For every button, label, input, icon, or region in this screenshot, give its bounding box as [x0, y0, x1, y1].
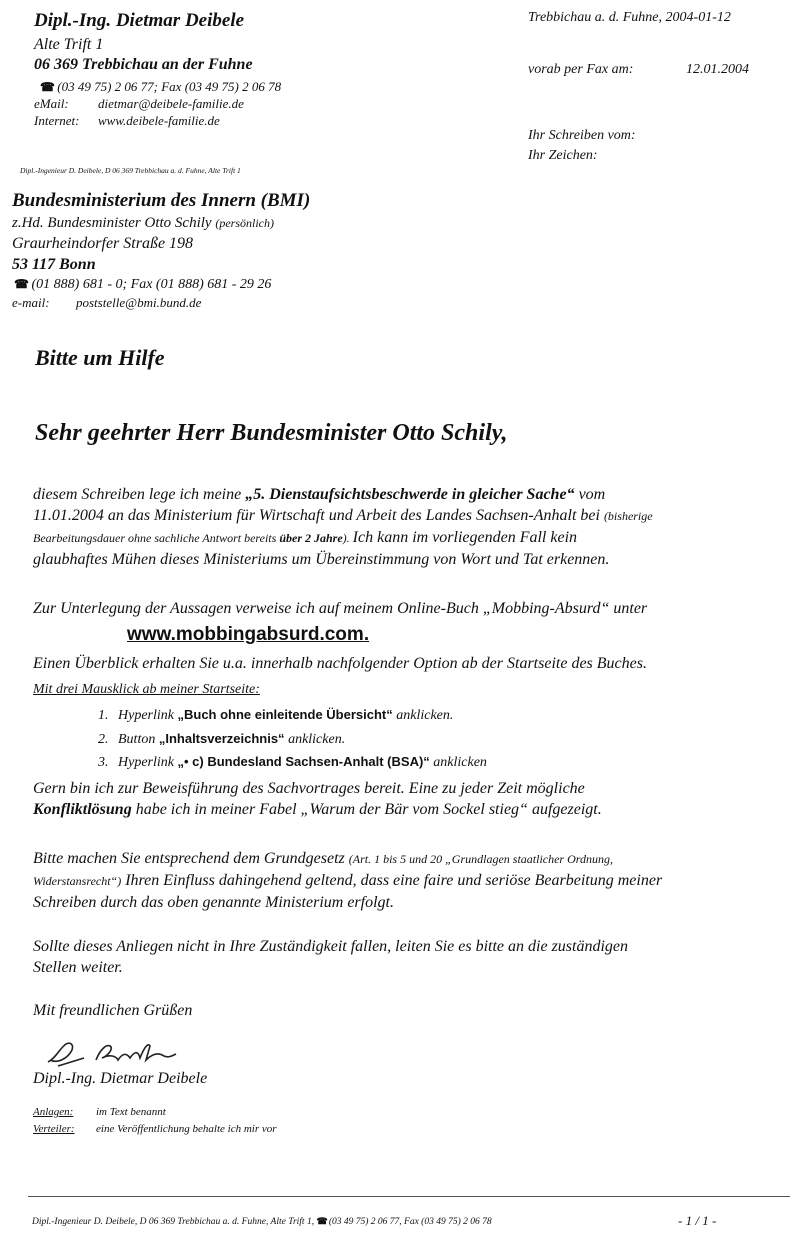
page-number: - 1 / 1 - — [678, 1213, 717, 1228]
recipient-email-value: poststelle@bmi.bund.de — [76, 295, 202, 310]
para1-note: Bearbeitungsdauer ohne sachliche Antwort bereits — [33, 531, 280, 545]
website-link-suffix: . — [363, 624, 370, 645]
recipient-phone — [14, 277, 271, 293]
para5-note: Widerstansrecht“) — [33, 874, 122, 888]
sender-phone — [40, 79, 281, 95]
list-item-text: Button — [118, 732, 159, 747]
sender-street: Alte Trift 1 — [34, 36, 104, 53]
paragraph-3: Einen Überblick erhalten Sie u.a. innerhalb nachfolgender Option ab der Startseite des Buches. — [33, 655, 647, 672]
paragraph-2: Zur Unterlegung der Aussagen verweise ich auf meinem Online-Buch „Mobbing-Absurd“ unter — [33, 600, 648, 617]
closing-phrase: Mit freundlichen Grüßen — [33, 1002, 193, 1019]
para5-text: Bitte machen Sie entsprechend dem Grundgesetz — [33, 850, 349, 867]
para4-emphasis: Konfliktlösung — [33, 801, 132, 818]
sender-phone-text: (03 49 75) 2 06 77; Fax (03 49 75) 2 06 78 — [57, 79, 282, 94]
list-item-text: Hyperlink — [118, 708, 178, 723]
enclosures-text: im Text benannt — [96, 1106, 166, 1118]
recipient-attention — [12, 215, 274, 232]
paragraph-1 — [33, 484, 653, 570]
website-link[interactable] — [127, 624, 369, 646]
para5-text: Ihren Einfluss dahingehend geltend, dass eine faire und seriöse Bearbeitung meiner — [121, 872, 663, 889]
para1-note-emphasis: über 2 Jahre — [279, 531, 343, 545]
para1-note: ). — [342, 531, 353, 545]
para6-text: Stellen weiter. — [33, 959, 123, 976]
para1-text: 11.01.2004 an das Ministerium für Wirtschaft und Arbeit des Landes Sachsen-Anhalt bei — [33, 507, 604, 524]
para4-text: Gern bin ich zur Beweisführung des Sachvortrages bereit. Eine zu jeder Zeit mögliche — [33, 780, 585, 797]
letter-subject: Bitte um Hilfe — [35, 345, 165, 370]
distribution-text: eine Veröffentlichung behalte ich mir vor — [96, 1123, 277, 1135]
para4-text: habe ich in meiner Fabel „Warum der Bär vom Sockel stieg“ aufgezeigt. — [131, 801, 602, 818]
date-line: Trebbichau a. d. Fuhne, 2004-01-12 — [528, 10, 731, 25]
internet-value: www.deibele-familie.de — [98, 113, 220, 128]
para1-emphasis: „5. Dienstaufsichtsbeschwerde in gleicher Sache“ — [245, 486, 575, 503]
para6-text: Sollte dieses Anliegen nicht in Ihre Zuständigkeit fallen, leiten Sie es bitte an die zuständigen — [33, 938, 629, 955]
sender-name: Dipl.-Ing. Dietmar Deibele — [34, 10, 245, 31]
phone-icon: ☎ — [40, 80, 55, 94]
footer-phone-text: (03 49 75) 2 06 77, Fax (03 49 75) 2 06 78 — [326, 1217, 492, 1227]
recipient-email-label: e-mail: — [12, 295, 50, 310]
your-reference-label: Ihr Zeichen: — [528, 148, 598, 163]
list-item-number: 2. — [98, 732, 109, 747]
recipient-name: Bundesministerium des Innern (BMI) — [12, 190, 311, 211]
list-item-number: 1. — [98, 708, 109, 723]
para1-text: glaubhaftes Mühen dieses Ministeriums um Übereinstimmung von Wort und Tat erkennen. — [33, 551, 610, 568]
enclosures-label: Anlagen: — [33, 1106, 74, 1118]
recipient-street: Graurheindorfer Straße 198 — [12, 235, 194, 252]
paragraph-5 — [33, 848, 662, 913]
recipient-attention-text: z.Hd. Bundesminister Otto Schily — [12, 215, 212, 231]
recipient-city: 53 117 Bonn — [12, 256, 96, 273]
letter-salutation: Sehr geehrter Herr Bundesminister Otto Schily, — [35, 420, 508, 446]
sender-city: 06 369 Trebbichau an der Fuhne — [34, 56, 253, 73]
list-item-highlight: „Buch ohne einleitende Übersicht“ — [177, 707, 393, 722]
list-item — [98, 731, 345, 748]
para1-text: Ich kann im vorliegenden Fall kein — [352, 529, 578, 546]
list-item-text: Hyperlink — [118, 755, 178, 770]
paragraph-4 — [33, 778, 602, 820]
handwritten-signature — [44, 1036, 194, 1070]
para1-text: diesem Schreiben lege ich meine — [33, 486, 246, 503]
steps-title: Mit drei Mausklick ab meiner Startseite: — [33, 682, 260, 697]
para1-text: vom — [574, 486, 606, 503]
list-item-text: anklicken. — [284, 732, 346, 747]
internet-label: Internet: — [34, 113, 80, 128]
website-link-text[interactable]: www.mobbingabsurd.com — [127, 624, 364, 645]
footer-divider — [28, 1196, 790, 1197]
footer-address — [32, 1216, 492, 1227]
your-letter-label: Ihr Schreiben vom: — [528, 128, 636, 143]
signer-name: Dipl.-Ing. Dietmar Deibele — [33, 1070, 208, 1087]
list-item-text: anklicken — [429, 755, 487, 770]
paragraph-6 — [33, 936, 628, 978]
list-item-highlight: „• c) Bundesland Sachsen-Anhalt (BSA)“ — [177, 754, 430, 769]
recipient-attention-note: (persönlich) — [215, 216, 274, 230]
footer-address-text: Dipl.-Ingenieur D. Deibele, D 06 369 Trebbichau a. d. Fuhne, Alte Trift 1, — [32, 1217, 317, 1227]
recipient-phone-text: (01 888) 681 - 0; Fax (01 888) 681 - 29 26 — [31, 277, 272, 292]
return-address-line: Dipl.-Ingenieur D. Deibele, D 06 369 Trebbichau a. d. Fuhne, Alte Trift 1 — [20, 166, 241, 175]
para5-note: (Art. 1 bis 5 und 20 „Grundlagen staatlicher Ordnung, — [348, 852, 613, 866]
distribution-label: Verteiler: — [33, 1123, 75, 1135]
list-item-text: anklicken. — [392, 708, 454, 723]
phone-icon: ☎ — [316, 1216, 328, 1226]
email-value: dietmar@deibele-familie.de — [98, 96, 244, 111]
list-item-highlight: „Inhaltsverzeichnis“ — [158, 731, 285, 746]
recipient-email — [12, 295, 201, 311]
sender-internet — [34, 113, 220, 129]
phone-icon: ☎ — [14, 277, 29, 291]
fax-date: 12.01.2004 — [686, 62, 749, 77]
para5-text: Schreiben durch das oben genannte Ministerium erfolgt. — [33, 894, 394, 911]
list-item — [98, 707, 453, 724]
list-item-number: 3. — [98, 755, 109, 770]
fax-label: vorab per Fax am: — [528, 62, 634, 77]
list-item — [98, 754, 487, 771]
email-label: eMail: — [34, 96, 69, 111]
para1-note: (bisherige — [603, 509, 653, 523]
sender-email — [34, 96, 244, 112]
